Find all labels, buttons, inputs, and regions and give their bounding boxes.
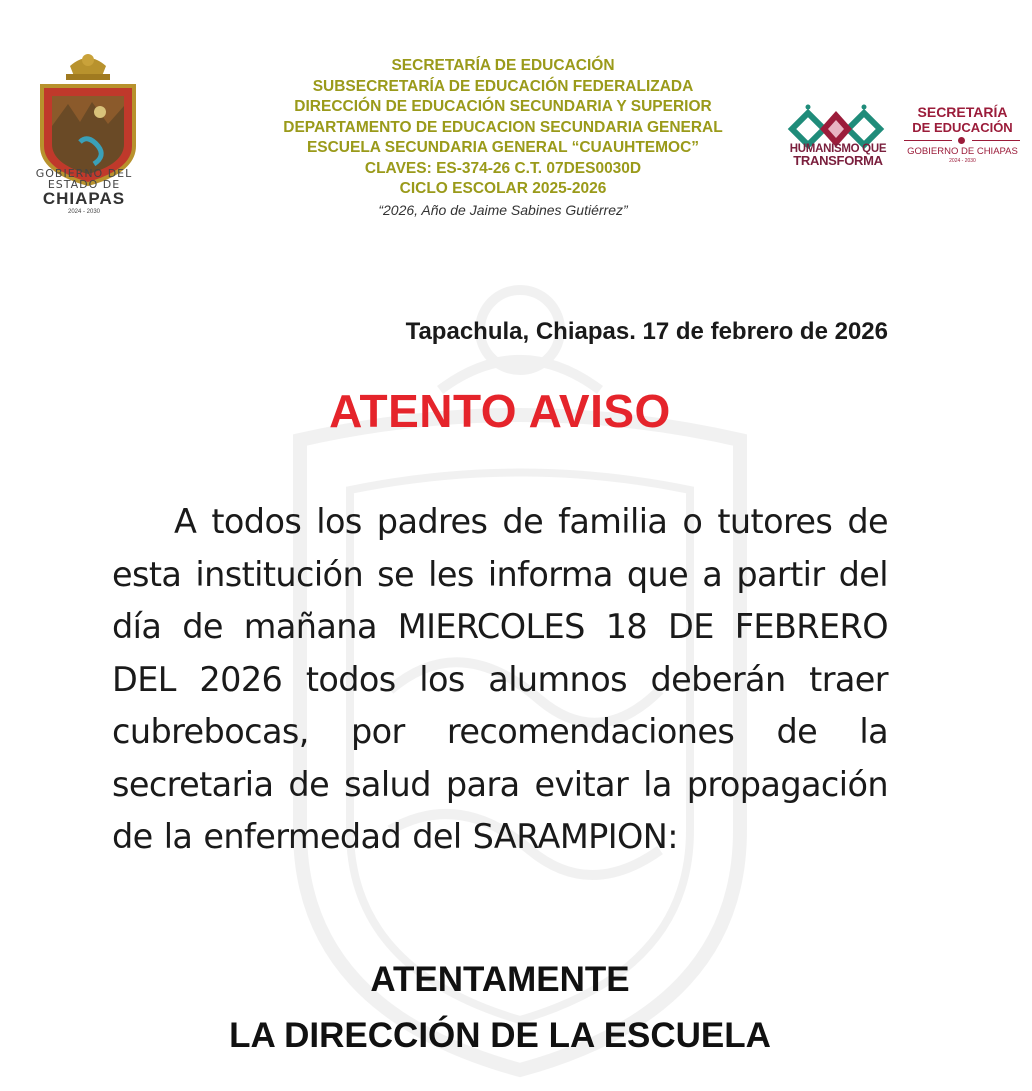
- notice-title: ATENTO AVISO: [329, 385, 671, 437]
- crest-line-3: CHIAPAS: [42, 189, 126, 208]
- secretaria-divider-icon: [900, 136, 1025, 146]
- notice-body: A todos los padres de familia o tutores de esta institución se les informa que a partir del día de mañana MIERCOLES 18 DE FEBRERO DEL 2026 todos los alumnos deberán traer cubrebocas, por recomendaciones de la secretaria de salud para evitar la propagación de la enfermedad del SARAMPION:: [112, 502, 888, 856]
- notice-signature: LA DIRECCIÓN DE LA ESCUELA: [229, 1016, 771, 1055]
- header-motto: “2026, Año de Jaime Sabines Gutiérrez”: [378, 201, 628, 218]
- crest-line-4: 2024 - 2030: [67, 209, 101, 215]
- header-line-secretaria: SECRETARÍA DE EDUCACIÓN: [391, 57, 615, 74]
- notice-closing: ATENTAMENTE: [370, 960, 630, 999]
- header-line-escuela: ESCUELA SECUNDARIA GENERAL “CUAUHTEMOC”: [306, 139, 700, 156]
- header-line-subsecretaria: SUBSECRETARÍA DE EDUCACIÓN FEDERALIZADA: [312, 77, 694, 95]
- humanismo-line-1: HUMANISMO QUE: [789, 143, 887, 155]
- state-crest-caption: [28, 168, 140, 216]
- header-line-direccion: DIRECCIÓN DE EDUCACIÓN SECUNDARIA Y SUPERIOR: [294, 98, 712, 115]
- secretaria-line-1: SECRETARÍA: [917, 104, 1008, 120]
- crest-line-2: ESTADO DE: [47, 178, 121, 191]
- header-line-departamento: DEPARTAMENTO DE EDUCACION SECUNDARIA GENERAL: [283, 118, 723, 136]
- header-line-ciclo: CICLO ESCOLAR 2025-2026: [399, 180, 607, 197]
- institution-header: [238, 56, 768, 220]
- secretaria-line-4: 2024 - 2030: [949, 158, 976, 164]
- secretaria-line-3: GOBIERNO DE CHIAPAS: [907, 146, 1018, 157]
- notice-date: Tapachula, Chiapas. 17 de febrero de 2026: [405, 318, 888, 345]
- crest-line-1: GOBIERNO DEL: [35, 167, 133, 180]
- humanismo-caption: [786, 143, 890, 167]
- secretaria-line-2: DE EDUCACIÓN: [912, 120, 1013, 135]
- header-line-claves: CLAVES: ES-374-26 C.T. 07DES0030D: [364, 159, 642, 177]
- humanismo-line-2: TRANSFORMA: [793, 153, 883, 168]
- secretaria-educacion-logo: [900, 104, 1025, 165]
